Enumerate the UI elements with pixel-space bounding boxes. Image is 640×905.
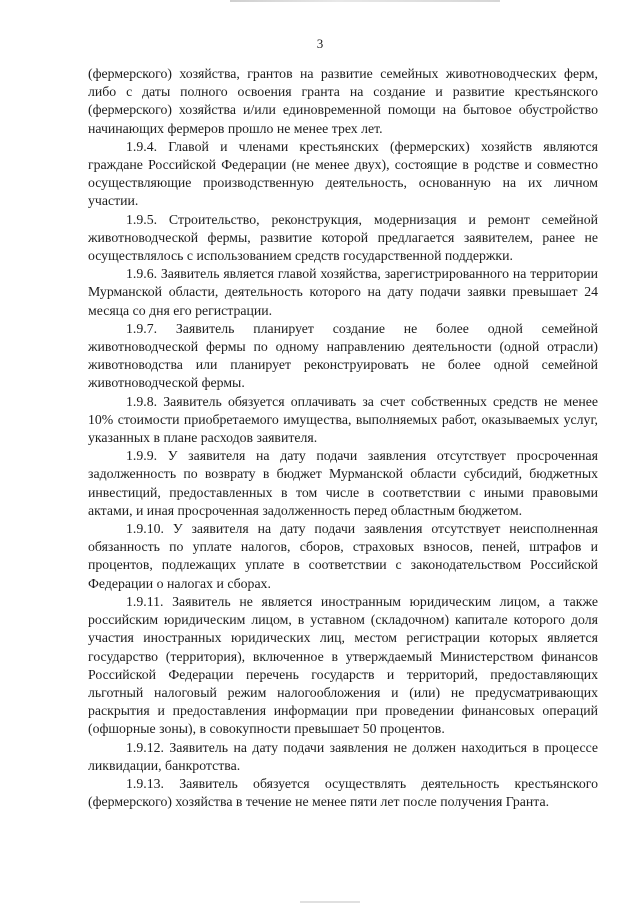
paragraph-continuation: (фермерского) хозяйства, грантов на развитие семейных животноводческих ферм, либо с даты полного освоения гранта на создание и развитие крестьянского (фермерского) хозяйства и/или единовременной помощи на бытовое обустройство начинающих фермеров прошло не менее трех лет. (88, 66, 598, 136)
scan-edge-top (230, 0, 500, 2)
scan-edge-bottom (300, 901, 360, 903)
paragraph-1-9-5: 1.9.5. Строительство, реконструкция, модернизация и ремонт семейной животноводческой фермы, развитие которой предлагается заявителем, ранее не осуществлялось с использованием средств государственной поддержки. (88, 211, 598, 264)
page-number: 3 (316, 36, 324, 51)
paragraph-1-9-4: 1.9.4. Главой и членами крестьянских (фермерских) хозяйств являются граждане Российской Федерации (не менее двух), состоящие в родстве и совместно осуществляющие производственную деятельность, основанную на их личном участии. (88, 138, 598, 209)
paragraph-1-9-11: 1.9.11. Заявитель не является иностранным юридическим лицом, а также российским юридическим лицом, в уставном (складочном) капитале которого доля участия иностранных юридических лиц, местом регистрации которых является государство (территория), включенное в утверждаемый Министерством финансов Российской Федерации перечень государств и территорий, предоставляющих льготный налоговый режим налогообложения и (или) не предусматривающих раскрытия и предоставления информации при проведении финансовых операций (офшорные зоны), в совокупности превышает 50 процентов. (88, 593, 598, 737)
paragraph-1-9-13: 1.9.13. Заявитель обязуется осуществлять деятельность крестьянского (фермерского) хозяйства в течение не менее пяти лет после получения Гранта. (88, 775, 598, 810)
paragraph-1-9-7: 1.9.7. Заявитель планирует создание не более одной семейной животноводческой фермы по одному направлению деятельности (одной отрасли) животноводства или планирует реконструировать не более одной семейной животноводческой фермы. (88, 320, 598, 391)
paragraph-1-9-10: 1.9.10. У заявителя на дату подачи заявления отсутствует неисполненная обязанность по уплате налогов, сборов, страховых взносов, пеней, штрафов и процентов, подлежащих уплате в соответствии с законодательством Российской Федерации о налогах и сборах. (88, 521, 598, 591)
paragraph-1-9-8: 1.9.8. Заявитель обязуется оплачивать за счет собственных средств не менее 10% стоимости приобретаемого имущества, выполняемых работ, оказываемых услуг, указанных в плане расходов заявителя. (88, 393, 598, 446)
paragraph-1-9-12: 1.9.12. Заявитель на дату подачи заявления не должен находиться в процессе ликвидации, банкротства. (88, 739, 598, 773)
paragraph-1-9-9: 1.9.9. У заявителя на дату подачи заявления отсутствует просроченная задолженность по возврату в бюджет Мурманской области субсидий, бюджетных инвестиций, предоставленных в том числе в соответствии с иными правовыми актами, и иная просроченная задолженность перед областным бюджетом. (88, 448, 598, 518)
paragraph-1-9-6: 1.9.6. Заявитель является главой хозяйства, зарегистрированного на территории Мурманской области, деятельность которого на дату подачи заявки превышает 24 месяца со дня его регистрации. (88, 266, 598, 318)
document-body (88, 65, 598, 811)
